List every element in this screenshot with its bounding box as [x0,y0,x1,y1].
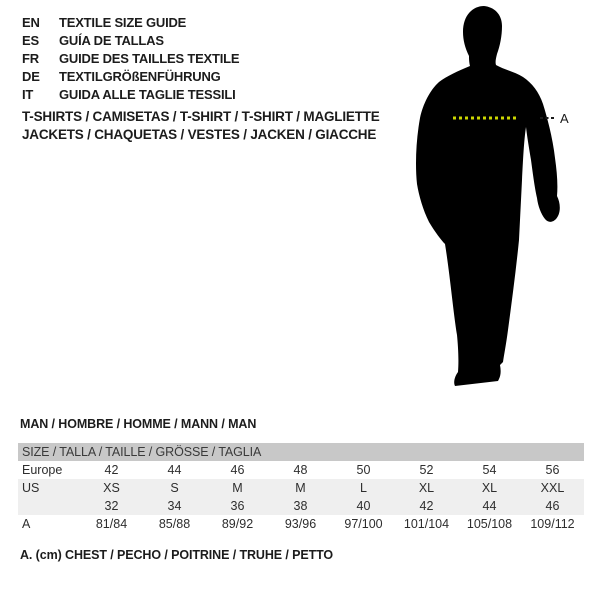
table-cell: 46 [545,499,560,513]
table-cell: 89/92 [221,517,254,531]
garment-line-jackets: JACKETS / CHAQUETAS / VESTES / JACKEN / GIACCHE [22,126,377,142]
table-cell: 32 [104,499,119,513]
table-cell: XS [103,481,120,495]
table-cell: M [295,481,306,495]
man-silhouette-path [416,6,560,386]
language-title: GUIDA ALLE TAGLIE TESSILI [59,86,236,102]
language-title: TEXTILE SIZE GUIDE [59,14,187,30]
table-cell: 97/100 [344,517,383,531]
language-row-es [22,31,239,49]
measure-label-a: A [560,111,569,126]
table-cell: S [170,481,179,495]
table-cell: 42 [419,499,434,513]
language-list [22,13,239,103]
table-row-numeric [18,497,584,515]
measure-footnote: A. (cm) CHEST / PECHO / POITRINE / TRUHE / PETTO [20,548,334,562]
table-cell: 56 [545,463,560,477]
row-label: Europe [22,463,63,477]
language-code: ES [22,32,39,48]
language-title: GUIDE DES TAILLES TEXTILE [59,50,240,66]
garment-line-tshirts: T-SHIRTS / CAMISETAS / T-SHIRT / T-SHIRT / MAGLIETTE [22,109,380,124]
table-cell: 34 [167,499,182,513]
language-row-fr [22,49,239,67]
table-cell: 42 [104,463,119,477]
table-cell: 44 [167,463,182,477]
language-code: EN [22,14,40,30]
table-cell: 85/88 [158,517,191,531]
table-cell: 81/84 [95,517,128,531]
garment-categories [22,108,380,143]
size-table-header: SIZE / TALLA / TAILLE / GRÖSSE / TAGLIA [18,443,584,461]
table-row-us [18,479,584,497]
section-title-man: MAN / HOMBRE / HOMME / MANN / MAN [20,417,257,431]
language-row-de [22,67,239,85]
row-label: US [22,481,40,495]
table-cell: 44 [482,499,497,513]
table-cell: 38 [293,499,308,513]
language-code: FR [22,50,39,66]
language-title: TEXTILGRÖßENFÜHRUNG [59,68,221,84]
table-cell: 48 [293,463,308,477]
table-cell: XXL [540,481,565,495]
table-cell: 46 [230,463,245,477]
table-cell: 52 [419,463,434,477]
table-cell: 50 [356,463,371,477]
man-silhouette [395,0,575,400]
language-title: GUÍA DE TALLAS [59,32,164,48]
table-cell: M [232,481,243,495]
language-code: IT [22,86,34,102]
table-cell: 105/108 [466,517,513,531]
language-code: DE [22,68,40,84]
table-cell: 54 [482,463,497,477]
table-cell: XL [481,481,498,495]
table-cell: L [360,481,367,495]
table-cell: 109/112 [530,517,575,531]
table-cell: 40 [356,499,371,513]
table-row-europe [18,461,584,479]
table-cell: 36 [230,499,245,513]
language-row-en [22,13,239,31]
language-row-it [22,85,239,103]
row-label: A [22,517,31,531]
table-cell: 101/104 [403,517,450,531]
table-row-chest [18,515,584,533]
table-cell: 93/96 [284,517,317,531]
size-table [18,443,584,533]
table-cell: XL [418,481,435,495]
